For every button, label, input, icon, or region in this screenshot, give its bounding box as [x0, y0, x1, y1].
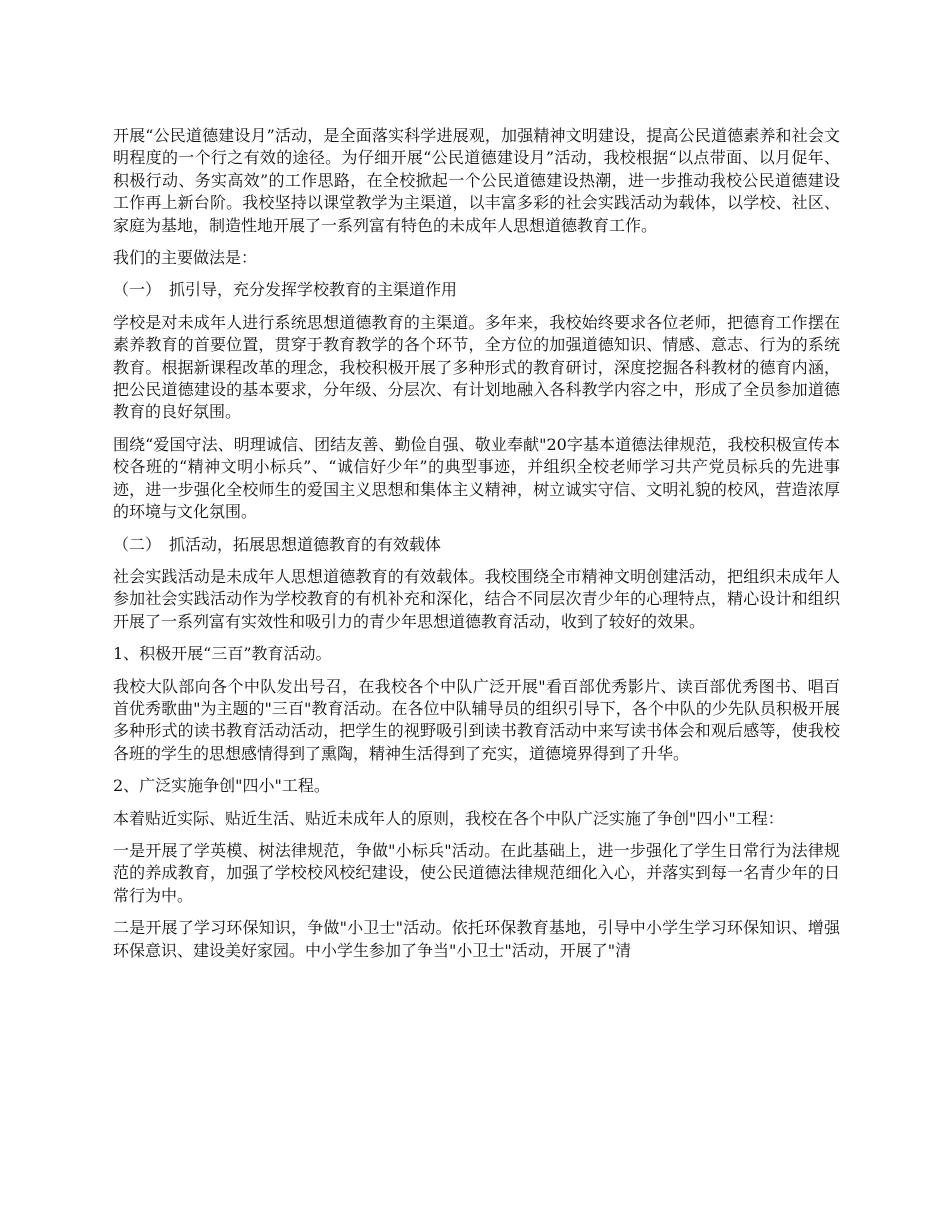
main-methods-lead: 我们的主要做法是： — [113, 248, 258, 268]
subsection-2-paragraph-3: 二是开展了学习环保知识，争做"小卫士"活动。依托环保教育基地，引导中小学生学习环保知识、增强环保意识、建设美好家园。中小学生参加了争当"小卫士"活动，开展了"清 — [113, 918, 840, 960]
subsection-2-paragraph-1: 本着贴近实际、贴近生活、贴近未成年人的原则，我校在各个中队广泛实施了争创"四小"工程： — [113, 808, 784, 828]
subsection-1-paragraph: 我校大队部向各个中队发出号召，在我校各个中队广泛开展"看百部优秀影片、读百部优秀图书、唱百首优秀歌曲"为主题的"三百"教育活动。在各位中队辅导员的组织引导下，各个中队的少先队员积极开展多种形式的读书教育活动活动，把学生的视野吸引到读书教育活动中来写读书体会和观后感等，使我校各班的学生的思想感情得到了熏陶，精神生活得到了充实，道德境界得到了升华。 — [113, 676, 840, 763]
document-body — [113, 125, 840, 972]
section-heading-1: （一） 抓引导，充分发挥学校教育的主渠道作用 — [113, 280, 458, 300]
subsection-2-paragraph-2: 一是开展了学英模、树法律规范，争做"小标兵"活动。在此基础上，进一步强化了学生日常行为法律规范的养成教育，加强了学校校风校纪建设，使公民道德法律规范细化入心，并落实到每一名青少年的日常行为中。 — [113, 840, 840, 905]
section-1-paragraph-1: 学校是对未成年人进行系统思想道德教育的主渠道。多年来，我校始终要求各位老师，把德育工作摆在素养教育的首要位置，贯穿于教育教学的各个环节，全方位的加强道德知识、情感、意志、行为的系统教育。根据新课程改革的理念，我校积极开展了多种形式的教育研讨，深度挖掘各科教材的德育内涵，把公民道德建设的基本要求，分年级、分层次、有计划地融入各科教学内容之中，形成了全员参加道德教育的良好氛围。 — [113, 312, 840, 422]
section-heading-2: （二） 抓活动，拓展思想道德教育的有效载体 — [113, 534, 442, 554]
intro-paragraph: 开展“公民道德建设月”活动，是全面落实科学进展观，加强精神文明建设，提高公民道德素养和社会文明程度的一个行之有效的途径。为仔细开展“公民道德建设月”活动，我校根据“以点带面、以月促年、积极行动、务实高效”的工作思路，在全校掀起一个公民道德建设热潮，进一步推动我校公民道德建设工作再上新台阶。我校坚持以课堂教学为主渠道，以丰富多彩的社会实践活动为载体，以学校、社区、家庭为基地，制造性地开展了一系列富有特色的未成年人思想道德教育工作。 — [113, 126, 840, 235]
subsection-heading-1: 1、积极开展“三百”教育活动。 — [113, 644, 332, 664]
section-1-paragraph-2: 围绕“爱国守法、明理诚信、团结友善、勤俭自强、敬业奉献"20字基本道德法律规范，我校积极宣传本校各班的“精神文明小标兵”、“诚信好少年”的典型事迹，并组织全校老师学习共产党员标兵的先进事迹，进一步强化全校师生的爱国主义思想和集体主义精神，树立诚实守信、文明礼貌的校风，营造浓厚的环境与文化氛围。 — [113, 434, 840, 522]
section-2-paragraph-1: 社会实践活动是未成年人思想道德教育的有效载体。我校围绕全市精神文明创建活动，把组织未成年人参加社会实践活动作为学校教育的有机补充和深化，结合不同层次青少年的心理特点，精心设计和组织开展了一系列富有实效性和吸引力的青少年思想道德教育活动，收到了较好的效果。 — [113, 566, 840, 631]
subsection-heading-2: 2、广泛实施争创"四小"工程。 — [113, 776, 330, 796]
